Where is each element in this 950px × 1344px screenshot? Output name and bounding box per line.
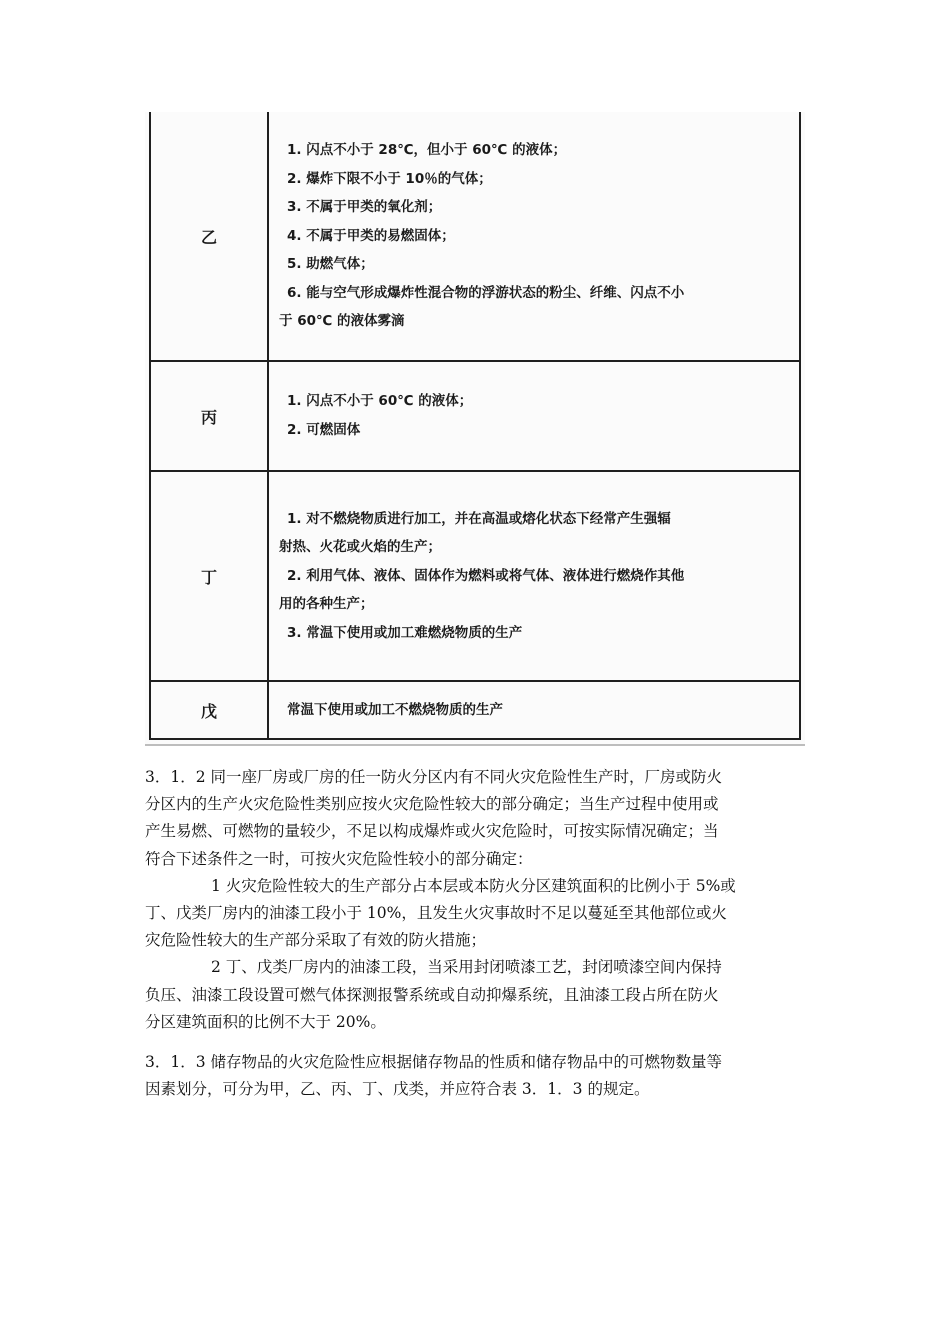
- fire-hazard-table: [149, 112, 801, 740]
- category-cell: 乙: [150, 112, 268, 361]
- description-line: 4. 不属于甲类的易燃固体；: [287, 227, 455, 244]
- description-line: 3. 不属于甲类的氧化剂；: [287, 199, 442, 216]
- paragraph-line: 产生易燃、可燃物的量较少，不足以构成爆炸或火灾危险时，可按实际情况确定；当: [145, 822, 719, 841]
- scanned-table-image: [145, 112, 805, 746]
- description-line: 6. 能与空气形成爆炸性混合物的浮游状态的粉尘、纤维、闪点不小: [287, 284, 685, 301]
- category-cell: 丙: [150, 361, 268, 471]
- description-line: 2. 可燃固体: [287, 422, 361, 438]
- description-line: 3. 常温下使用或加工难燃烧物质的生产: [287, 624, 523, 641]
- table-row: [150, 361, 800, 471]
- table-row: [150, 112, 800, 361]
- description-line: 1. 闪点不小于 60℃ 的液体；: [287, 393, 473, 410]
- item-2-line: 分区建筑面积的比例不大于 20%。: [145, 1012, 386, 1031]
- paragraph-line: 3．1．3 储存物品的火灾危险性应根据储存物品的性质和储存物品中的可燃物数量等: [145, 1053, 723, 1071]
- category-cell: 丁: [150, 471, 268, 681]
- description-line: 常温下使用或加工不燃烧物质的生产: [287, 701, 503, 718]
- description-line: 2. 利用气体、液体、固体作为燃料或将气体、液体进行燃烧作其他: [287, 567, 685, 584]
- description-line: 用的各种生产；: [279, 596, 374, 613]
- paragraph-line: 分区内的生产火灾危险性类别应按火灾危险性较大的部分确定；当生产过程中使用或: [145, 795, 719, 814]
- description-cell: [268, 361, 800, 471]
- description-line: 1. 对不燃烧物质进行加工，并在高温或熔化状态下经常产生强辐: [287, 510, 671, 527]
- paragraph-line: 因素划分，可分为甲，乙、丙、丁、戊类，并应符合表 3．1．3 的规定。: [145, 1080, 650, 1099]
- description-line: 1. 闪点不小于 28℃，但小于 60℃ 的液体；: [287, 141, 567, 158]
- table-row: [150, 471, 800, 681]
- item-1-line: 灾危险性较大的生产部分采取了有效的防火措施；: [145, 931, 487, 950]
- item-1-line: 1 火灾危险性较大的生产部分占本层或本防火分区建筑面积的比例小于 5%或: [211, 876, 736, 895]
- paragraph-line: 3．1．2 同一座厂房或厂房的任一防火分区内有不同火灾危险性生产时，厂房或防火: [145, 768, 723, 786]
- category-cell: 戊: [150, 681, 268, 739]
- description-cell: [268, 112, 800, 361]
- description-cell: [268, 681, 800, 739]
- description-line: 射热、火花或火焰的生产；: [279, 539, 441, 556]
- section-3-1-3: [145, 1049, 805, 1103]
- paragraph-line: 符合下述条件之一时，可按火灾危险性较小的部分确定：: [145, 849, 533, 868]
- item-2-line: 负压、油漆工段设置可燃气体探测报警系统或自动抑爆系统，且油漆工段占所在防火: [145, 985, 719, 1004]
- description-cell: [268, 471, 800, 681]
- description-line: 5. 助燃气体；: [287, 256, 374, 273]
- section-3-1-2: [145, 764, 805, 1036]
- item-2-line: 2 丁、戊类厂房内的油漆工段，当采用封闭喷漆工艺，封闭喷漆空间内保持: [211, 958, 722, 977]
- description-line: 2. 爆炸下限不小于 10％的气体；: [287, 170, 492, 187]
- table-row: [150, 681, 800, 739]
- description-line: 于 60℃ 的液体雾滴: [279, 313, 405, 330]
- item-1-line: 丁、戊类厂房内的油漆工段小于 10%，且发生火灾事故时不足以蔓延至其他部位或火: [145, 904, 727, 923]
